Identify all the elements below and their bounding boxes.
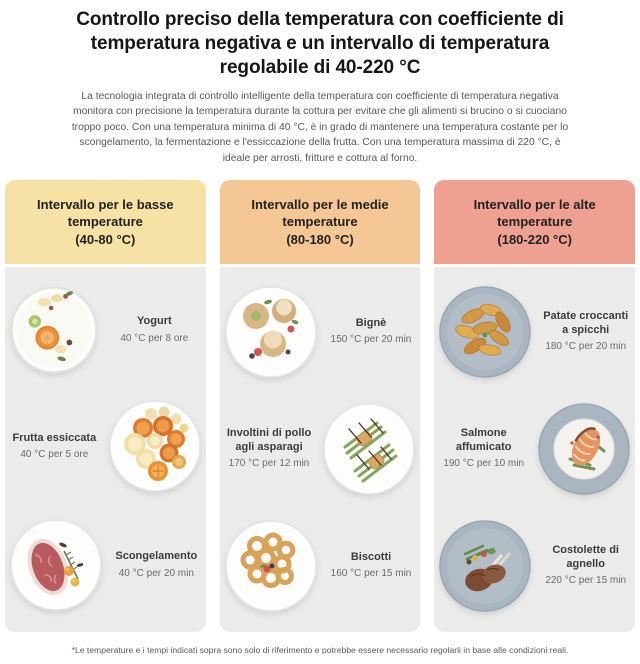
page-title: Controllo preciso della temperatura con coefficiente di temperatura negativa e un intervallo di temperatura regolabile di 40-220 °C	[76, 9, 564, 78]
food-item-lamb-chops	[434, 516, 635, 616]
asparagus-rolls-caption	[220, 427, 319, 471]
potato-wedges-plate-photo	[435, 282, 535, 382]
column-low-header	[5, 180, 206, 264]
food-name: Scongelamento	[115, 549, 198, 562]
column-low-temperature	[5, 180, 206, 632]
column-low-header-range: (40-80 °C)	[75, 231, 136, 247]
food-detail: 40 °C per 20 min	[118, 567, 194, 579]
food-name: Yogurt	[137, 315, 172, 328]
column-high-header-range: (180-220 °C)	[497, 231, 572, 247]
column-medium-temperature	[220, 180, 421, 632]
food-detail: 150 °C per 20 min	[330, 334, 412, 346]
ring-cookies-plate-photo	[221, 516, 321, 616]
dried-fruit-caption	[5, 432, 104, 462]
food-detail: 220 °C per 15 min	[545, 575, 627, 587]
footnote: *Le temperature e i tempi indicati sopra sono solo di riferimento e potrebbe essere necessario regolarli in base alle condizioni reali.	[71, 645, 569, 655]
potato-wedges-caption	[536, 310, 635, 354]
asparagus-rolls-plate-photo	[319, 399, 419, 499]
food-name: Costolette di agnello	[552, 543, 619, 570]
temperature-range-columns	[5, 180, 635, 632]
column-high-header	[434, 180, 635, 264]
food-item-salmon	[434, 399, 635, 499]
lamb-chops-plate-photo	[435, 516, 535, 616]
food-name: Involtini di pollo agli asparagi	[226, 426, 312, 453]
column-medium-body	[220, 267, 421, 632]
column-high-header-title: Intervallo per le alte temperature	[473, 197, 596, 230]
food-detail: 190 °C per 10 min	[443, 458, 525, 470]
dried-fruit-plate-photo	[105, 396, 205, 496]
cream-puffs-plate-photo	[221, 282, 321, 382]
cookies-caption	[322, 551, 421, 581]
food-name: Bignè	[355, 316, 387, 329]
food-detail: 40 °C per 5 ore	[20, 449, 89, 461]
food-detail: 160 °C per 15 min	[330, 568, 412, 580]
salmon-steak-plate-photo	[534, 399, 634, 499]
column-medium-header-title: Intervallo per le medie temperature	[251, 197, 389, 230]
food-detail: 40 °C per 8 ore	[120, 333, 189, 345]
cream-puffs-caption	[322, 317, 421, 347]
yogurt-bowl-photo	[6, 282, 102, 378]
food-item-potato-wedges	[434, 282, 635, 382]
food-item-cream-puffs	[220, 282, 421, 382]
food-item-cookies	[220, 516, 421, 616]
food-item-yogurt	[5, 282, 206, 378]
food-name: Patate croccanti a spicchi	[543, 309, 629, 336]
food-item-asparagus-rolls	[220, 399, 421, 499]
yogurt-caption	[103, 315, 206, 345]
column-high-body	[434, 267, 635, 632]
defrost-caption	[107, 550, 206, 580]
food-detail: 180 °C per 20 min	[545, 341, 627, 353]
lamb-chops-caption	[536, 544, 635, 588]
column-high-temperature	[434, 180, 635, 632]
salmon-caption	[434, 427, 533, 471]
page-description: La tecnologia integrata di controllo intelligente della temperatura con coefficiente di temperatura negativa monitora con precisione la temperatura durante la cottura per evitare che gli alimenti si brucino o si cuociano troppo poco. Con una temperatura minima di 40 °C, è in grado di mantenere una temperatura costante per lo scongelamento, la fermentazione e l'essiccazione della frutta. Con una temperatura massima di 220 °C, è ideale per arrosti, fritture e cottura al forno.	[71, 90, 569, 164]
food-name: Biscotti	[350, 550, 392, 563]
raw-steak-plate-photo	[6, 515, 106, 615]
food-name: Salmone affumicato	[455, 426, 512, 453]
column-low-body	[5, 267, 206, 632]
food-detail: 170 °C per 12 min	[228, 458, 310, 470]
food-item-defrost	[5, 515, 206, 615]
column-medium-header-range: (80-180 °C)	[286, 231, 354, 247]
food-name: Frutta essiccata	[12, 431, 97, 444]
food-item-dried-fruit	[5, 396, 206, 496]
column-medium-header	[220, 180, 421, 264]
column-low-header-title: Intervallo per le basse temperature	[37, 197, 174, 230]
